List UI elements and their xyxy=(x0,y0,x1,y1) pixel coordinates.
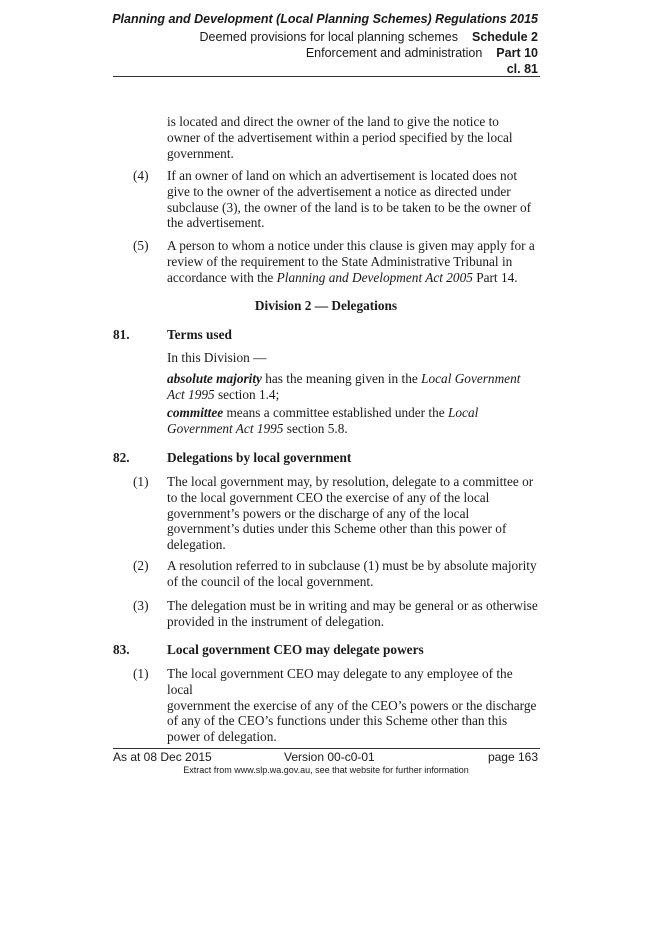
section-82-subclause-3: The delegation must be in writing and may be general or as otherwise provided in the instrument of delegation. xyxy=(167,598,538,629)
definition-committee: committee means a committee established under the Local Government Act 1995 section 5.8. xyxy=(167,405,479,436)
header-rule xyxy=(113,76,540,77)
section-heading: Terms used xyxy=(167,327,232,342)
section-number: 83. xyxy=(113,642,130,657)
clause-number: cl. 81 xyxy=(506,62,538,76)
header-schedule-row xyxy=(200,30,538,44)
section-82-subclause-2: A resolution referred to in subclause (1) must be by absolute majority of the council of the local government. xyxy=(167,558,537,589)
part-number: Part 10 xyxy=(496,46,538,60)
section-heading: Delegations by local government xyxy=(167,450,352,465)
header-part-row xyxy=(306,46,538,60)
footer-rule xyxy=(113,748,540,749)
division-heading: Division 2 — Delegations xyxy=(254,298,398,313)
defined-term: absolute majority xyxy=(167,371,262,386)
subclause-number: (3) xyxy=(133,598,149,613)
subclause-number: (2) xyxy=(133,558,149,573)
schedule-number: Schedule 2 xyxy=(472,30,538,44)
division-intro: In this Division — xyxy=(167,350,267,365)
footer-version: Version 00-c0-01 xyxy=(284,750,375,764)
definition-absolute-majority: absolute majority has the meaning given in the Local Government Act 1995 section 1.4; xyxy=(167,371,521,402)
subclause-5-text: A person to whom a notice under this clause is given may apply for a review of the requirement to the State Administrative Tribunal in accordance with the Planning and Development Act 2005 Part 14. xyxy=(167,238,535,285)
subclause-number: (4) xyxy=(133,168,149,183)
section-83-subclause-1: The local government CEO may delegate to any employee of the local government the exercise of any of the CEO’s powers or the discharge of any of the CEO’s functions under this Scheme other than this power of delegation. xyxy=(167,666,537,745)
subclause-number: (5) xyxy=(133,238,149,253)
document-title: Planning and Development (Local Planning Schemes) Regulations 2015 xyxy=(112,12,538,26)
subclause-number: (1) xyxy=(133,474,149,489)
section-number: 81. xyxy=(113,327,130,342)
subclause-4-text: If an owner of land on which an advertisement is located does not give to the owner of the advertisement a notice as directed under subclause (3), the owner of the land is to be taken to be the owner of the advertisement. xyxy=(167,168,532,231)
footer-source-note: Extract from www.slp.wa.gov.au, see that website for further information xyxy=(183,765,469,775)
schedule-name: Deemed provisions for local planning schemes xyxy=(199,30,458,44)
page-number: page 163 xyxy=(487,750,538,764)
section-82-subclause-1: The local government may, by resolution, delegate to a committee or to the local government CEO the exercise of any of the local government’s powers or the discharge of any of the local government’s duties under this Scheme other than this power of delegation. xyxy=(167,474,534,553)
subclause-number: (1) xyxy=(133,666,149,681)
section-heading: Local government CEO may delegate powers xyxy=(167,642,424,657)
header-clause-row xyxy=(507,62,538,76)
part-name: Enforcement and administration xyxy=(305,46,483,60)
continued-paragraph: is located and direct the owner of the land to give the notice to owner of the advertisement within a period specified by the local government. xyxy=(167,114,513,161)
defined-term: committee xyxy=(167,405,224,420)
footer-date: As at 08 Dec 2015 xyxy=(113,750,212,764)
act-citation: Planning and Development Act 2005 xyxy=(276,269,473,285)
section-number: 82. xyxy=(113,450,130,465)
